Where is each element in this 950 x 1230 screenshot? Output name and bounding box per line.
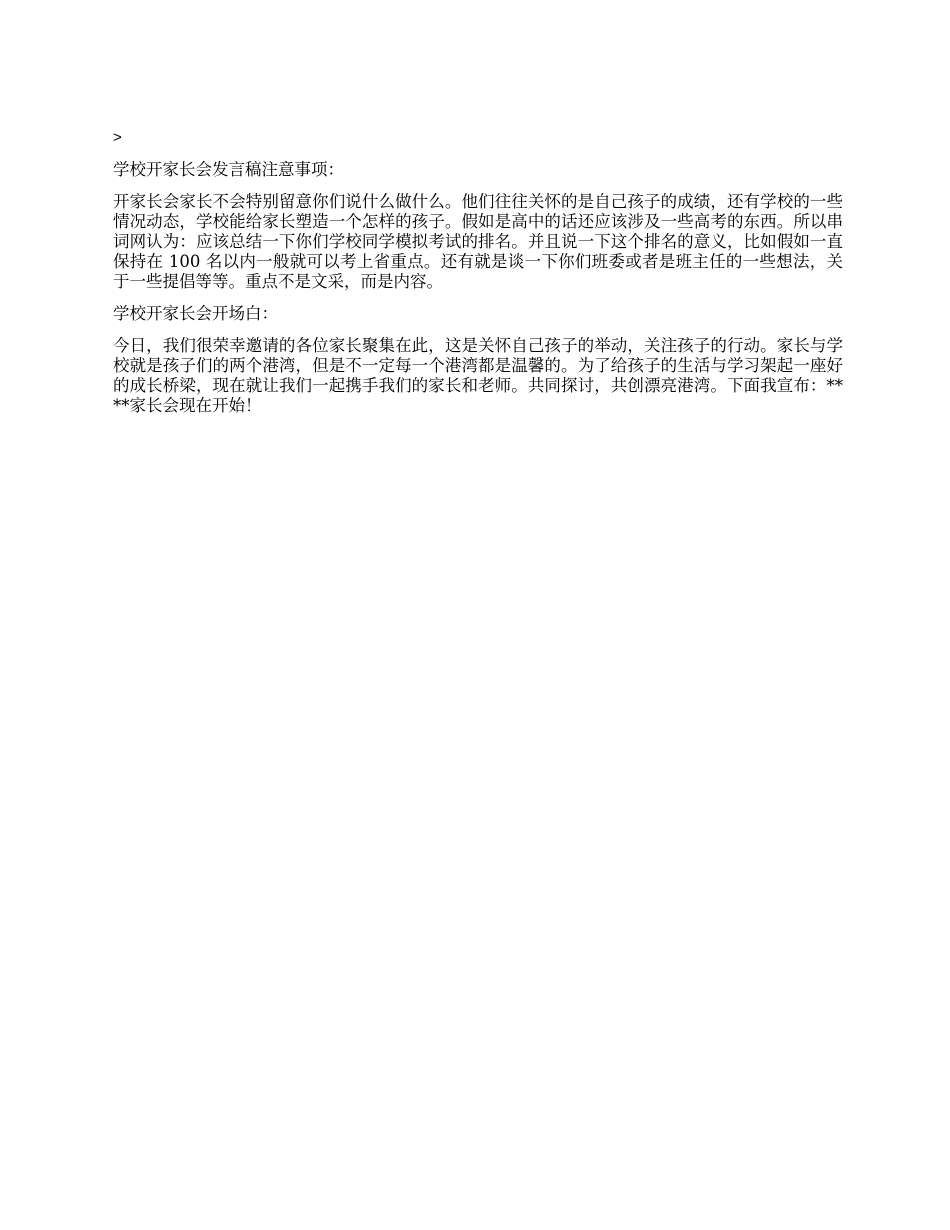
- opening-heading: 学校开家长会开场白：: [113, 304, 278, 323]
- notes-heading: 学校开家长会发言稿注意事项：: [113, 160, 344, 179]
- page-marker: >: [113, 129, 122, 146]
- opening-paragraph: 今日，我们很荣幸邀请的各位家长聚集在此，这是关怀自己孩子的举动，关注孩子的行动。家长与学校就是孩子们的两个港湾，但是不一定每一个港湾都是温馨的。为了给孩子的生活与学习架起一座好的成长桥梁，现在就让我们一起携手我们的家长和老师。共同探讨，共创漂亮港湾。下面我宣布：****家长会现在开始！: [113, 336, 843, 415]
- document-body: [113, 128, 843, 428]
- notes-paragraph: 开家长会家长不会特别留意你们说什么做什么。他们往往关怀的是自己孩子的成绩，还有学校的一些情况动态，学校能给家长塑造一个怎样的孩子。假如是高中的话还应该涉及一些高考的东西。所以串词网认为：应该总结一下你们学校同学模拟考试的排名。并且说一下这个排名的意义，比如假如一直保持在 100 名以内一般就可以考上省重点。还有就是谈一下你们班委或者是班主任的一些想法，关于一些提倡等等。重点不是文采，而是内容。: [113, 192, 843, 291]
